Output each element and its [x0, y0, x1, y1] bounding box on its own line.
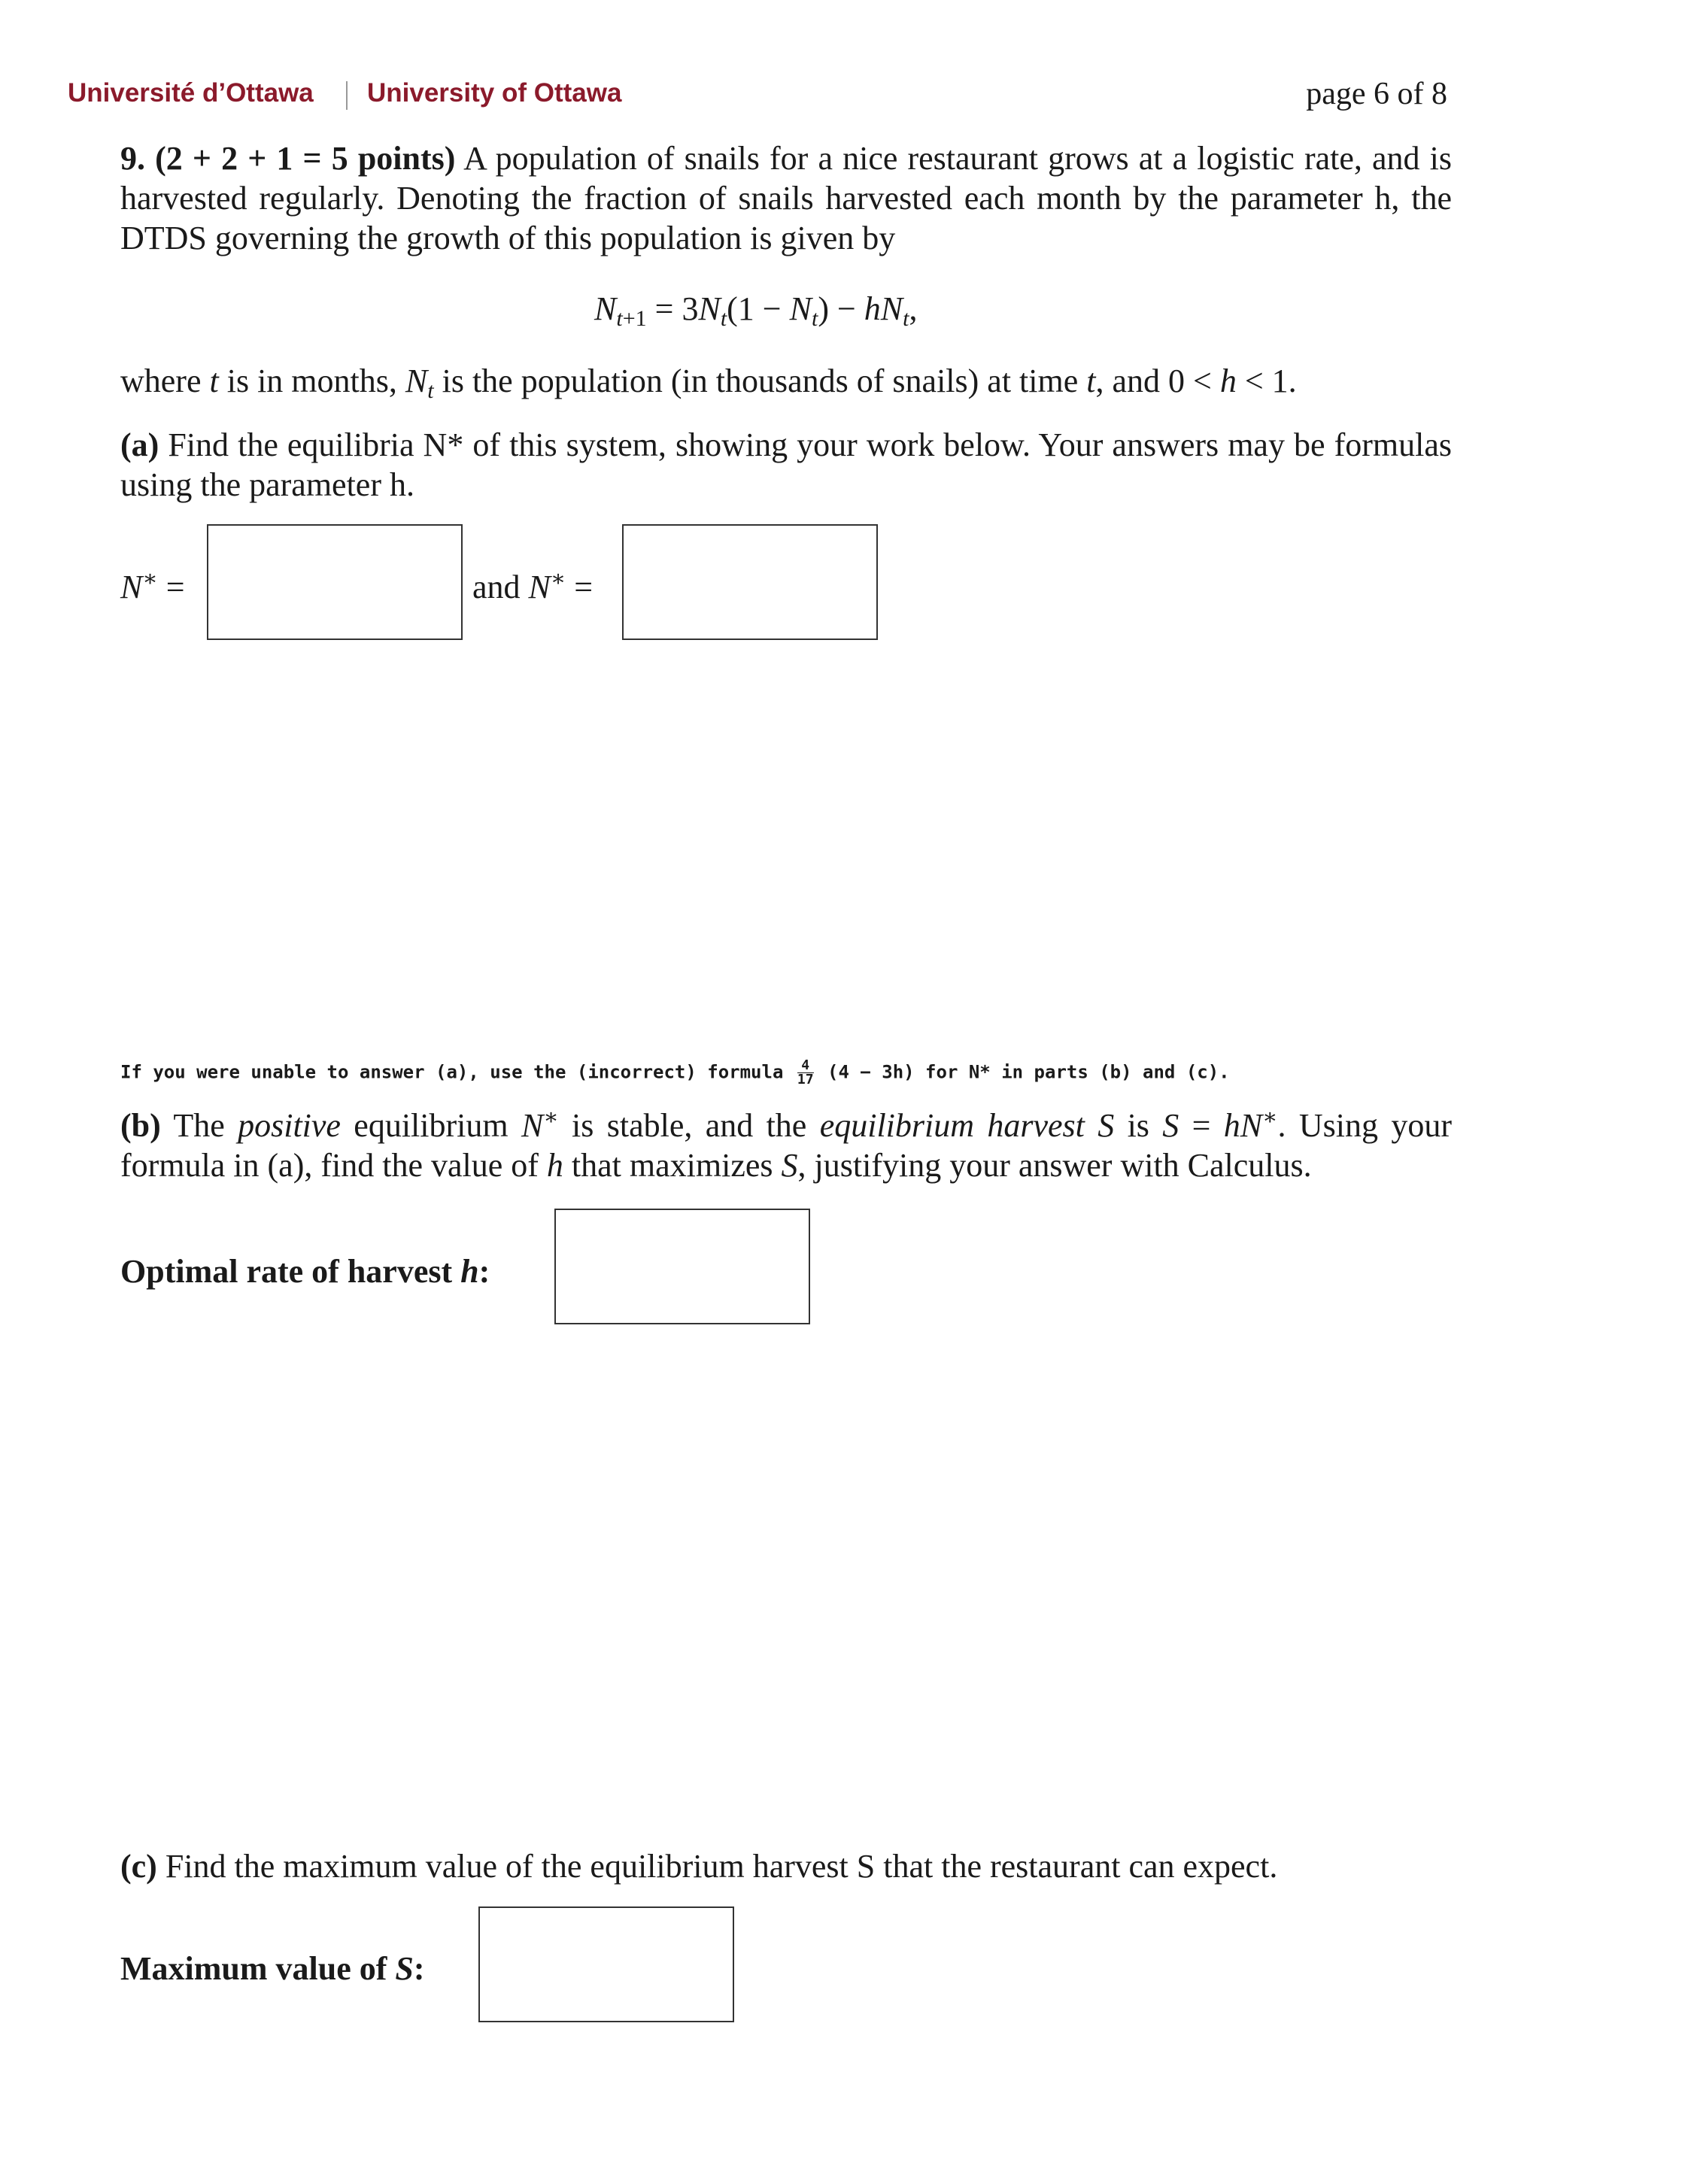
max-harvest-label: Maximum value of S:	[120, 1950, 425, 1987]
equilibrium-label-2: and N∗ =	[472, 566, 594, 605]
part-c-text	[120, 1846, 1452, 1886]
question-intro-text: A population of snails for a nice restaurant grows at a logistic rate, and is harvested regularly. Denoting the fraction of snails harvested each month by the parameter h, the DTDS governing the growth of this population is given by	[120, 140, 1452, 256]
part-a-label: (a)	[120, 426, 159, 463]
dtds-equation: $N_{t+1} = 3N_t(1 - N_t) - hN_t$,	[594, 290, 918, 331]
header-separator	[346, 81, 348, 110]
optimal-harvest-answer-box[interactable]	[554, 1209, 810, 1324]
equilibrium-answer-box-2[interactable]	[622, 524, 878, 640]
note-before: If you were unable to answer (a), use the (incorrect) formula	[120, 1061, 784, 1083]
part-b-text: (b) The positive equilibrium N∗ is stable, and the equilibrium harvest S is S = hN∗. Using your formula in (a), find the value of h that maximizes S, justifying your answer with Calculus.	[120, 1105, 1453, 1184]
question-points: (2 + 2 + 1 = 5 points)	[155, 140, 456, 177]
university-fr: Université d’Ottawa	[68, 78, 314, 108]
note-frac-num: 4	[797, 1059, 814, 1073]
part-c-body: Find the maximum value of the equilibrium harvest S that the restaurant can expect.	[165, 1848, 1278, 1885]
equilibrium-label-1: N∗ =	[120, 566, 185, 605]
optimal-harvest-label: Optimal rate of harvest h:	[120, 1253, 490, 1290]
part-a-body: Find the equilibria N* of this system, showing your work below. Your answers may be formulas using the parameter h.	[120, 426, 1452, 503]
part-a-text	[120, 425, 1452, 505]
equilibrium-answer-box-1[interactable]	[207, 524, 463, 640]
question-number: 9.	[120, 140, 145, 177]
note-fraction	[797, 1059, 814, 1087]
part-c-label: (c)	[120, 1848, 157, 1885]
page-number: page 6 of 8	[1306, 77, 1447, 111]
where-clause: where t is in months, $N_t$ is the population (in thousands of snails) at time t, and 0 < h < 1.	[120, 362, 1297, 403]
note-after: for N* in parts (b) and (c).	[925, 1061, 1230, 1083]
question-intro	[120, 138, 1452, 258]
note-middle: (4 − 3h)	[827, 1061, 915, 1083]
university-en: University of Ottawa	[367, 78, 622, 108]
fallback-formula-note	[120, 1059, 1230, 1087]
note-frac-den: 17	[797, 1072, 814, 1087]
max-harvest-answer-box[interactable]	[478, 1906, 734, 2022]
